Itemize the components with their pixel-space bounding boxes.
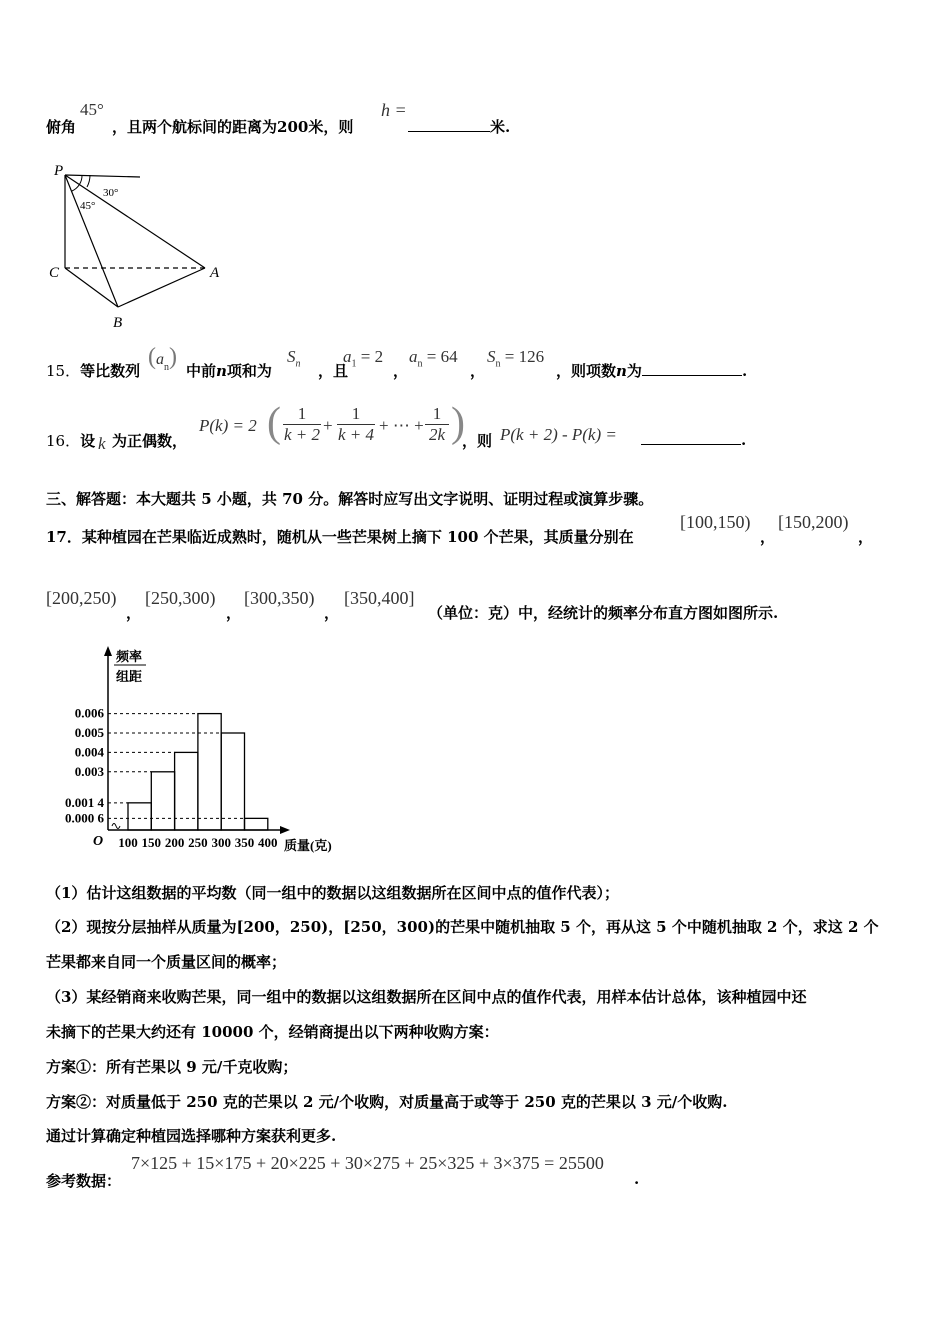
q14-unit: 米. <box>490 118 511 136</box>
q15-Sn <box>487 347 544 369</box>
y-label-bottom: 组距 <box>116 669 143 684</box>
q16-dots: + ⋯ + <box>379 416 424 435</box>
q16-lparen: ( <box>267 400 281 446</box>
q15-t2: 中前 <box>186 362 217 380</box>
q16-plus1: + <box>323 416 333 435</box>
q15-t5: ，则项数 <box>556 362 617 380</box>
q17-interval6: [350,400] <box>344 588 415 608</box>
pa-line <box>65 175 205 268</box>
q16-f1d: k + 2 <box>283 425 321 444</box>
histogram-bar <box>151 772 174 830</box>
q16-t3: ，则 <box>462 432 493 450</box>
q17-comma2: ， <box>858 528 874 546</box>
q17-comma1: ， <box>760 528 776 546</box>
q15-blank <box>642 361 742 376</box>
q14-angle: 45° <box>80 100 104 119</box>
y-tick-label: 0.004 <box>74 744 104 760</box>
label-B: B <box>113 315 123 331</box>
q16-rparen: ) <box>451 400 465 446</box>
histogram-bar <box>245 818 268 830</box>
section-3-heading: 三、解答题：本大题共 5 小题，共 70 分。解答时应写出文字说明、证明过程或演算步骤。 <box>46 490 654 508</box>
label-A: A <box>210 265 220 281</box>
y-label-top: 频率 <box>116 649 143 664</box>
y-tick-label: 0.006 <box>74 705 104 721</box>
q14-text <box>112 116 353 137</box>
q16-f1n: 1 <box>283 404 321 425</box>
q15-seq-sub: n <box>164 361 169 373</box>
q15-n1: n <box>216 362 227 380</box>
label-30deg: 30° <box>103 187 119 199</box>
q15-t1: 等比数列 <box>80 362 141 380</box>
q17-interval5: [300,350) <box>244 588 315 608</box>
q15-comma1: ， <box>393 362 409 380</box>
q17-comma3: ， <box>126 604 142 622</box>
q15-t4: ，且 <box>318 362 349 380</box>
q16-f2n: 1 <box>337 404 375 425</box>
q16-f3d: 2k <box>428 425 446 444</box>
q15-an <box>409 347 458 369</box>
q15-an-val: = 64 <box>426 347 458 366</box>
q15-S-letter: S <box>287 347 296 366</box>
y-tick-label: 0.005 <box>74 725 104 740</box>
x-tick-label: 250 <box>188 835 208 850</box>
label-C: C <box>49 265 60 281</box>
y-tick-label: 0.000 6 <box>65 810 104 826</box>
q17-interval1: [100,150) <box>680 512 751 532</box>
q15-seq: a <box>156 351 164 368</box>
q16-frac1 <box>283 404 321 445</box>
histogram-bar <box>221 733 244 830</box>
q15-a1-letter: a <box>343 347 352 366</box>
q15-Sn-sub: n <box>495 358 501 370</box>
q16-f2d: k + 4 <box>337 425 375 444</box>
q15-S-sub: n <box>295 358 301 370</box>
q15-num <box>46 360 140 381</box>
q17-part3-line2: 未摘下的芒果大约还有 10000 个，经销商提出以下两种收购方案： <box>46 1023 499 1041</box>
q15-t3: 项和为 <box>226 362 272 380</box>
q17-interval3: [200,250) <box>46 588 117 608</box>
q17-interval2: [150,200) <box>778 512 849 532</box>
q16-end: . <box>741 431 747 449</box>
ba-line <box>118 268 205 307</box>
q16-P-def: P(k) = 2 <box>199 416 257 435</box>
q14-h: h = <box>381 100 407 120</box>
q15-a1-sub: 1 <box>351 358 357 370</box>
q17-decide: 通过计算确定种植园选择哪种方案获利更多. <box>46 1127 337 1145</box>
q16-blank <box>641 430 741 445</box>
axis-break-mark <box>112 824 120 829</box>
q14-answer <box>408 116 510 137</box>
q16-number: 16． <box>46 432 81 450</box>
q14-mid: ，且两个航标间的距离为 <box>112 118 278 136</box>
q17-line1: 17．某种植园在芒果临近成熟时，随机从一些芒果树上摘下 100 个芒果，其质量分别在 <box>46 528 634 546</box>
angle-arc-30 <box>87 175 90 187</box>
q17-ref-formula: 7×125 + 15×175 + 20×225 + 30×275 + 25×325 + 3×375 = 25500 <box>131 1153 604 1173</box>
x-axis-arrow <box>280 826 290 834</box>
x-tick-label: 150 <box>141 835 162 850</box>
y-axis-arrow <box>104 646 112 656</box>
q16-num <box>46 430 95 451</box>
q17-ref-end: . <box>634 1170 640 1188</box>
y-tick-label: 0.003 <box>74 763 104 779</box>
q15-n2: n <box>616 362 627 380</box>
q15-number: 15． <box>46 362 81 380</box>
q16-expr: P(k + 2) - P(k) = <box>500 425 617 444</box>
q17-plan1: 方案①：所有芒果以 9 元/千克收购； <box>46 1058 298 1076</box>
q16-t2: 为正偶数， <box>112 432 188 450</box>
q15-text5 <box>556 360 747 381</box>
q14-figure <box>40 155 240 335</box>
origin-label: O <box>93 834 104 849</box>
q15-S <box>287 347 301 369</box>
q17-comma5: ， <box>324 604 340 622</box>
q17-part2-line2: 芒果都来自同一个质量区间的概率； <box>46 953 287 971</box>
q15-Sn-val: = 126 <box>504 347 545 366</box>
q14-dist: 200 <box>277 118 309 136</box>
q17-part1: （1）估计这组数据的平均数（同一组中的数据以这组数据所在区间中点的值作代表）； <box>46 884 619 902</box>
q15-Sn-letter: S <box>487 347 496 366</box>
q15-text2 <box>186 360 272 381</box>
q17-part2-line1: （2）现按分层抽样从质量为[200，250)，[250，300)的芒果中随机抽取 5 个，再从这 5 个中随机抽取 2 个，求这 2 个 <box>46 918 879 936</box>
q17-tail: （单位：克）中，经统计的频率分布直方图如图所示. <box>428 604 779 622</box>
q14-mid2: 米，则 <box>308 118 354 136</box>
q16-answer <box>641 430 746 449</box>
q17-part3-line1: （3）某经销商来收购芒果，同一组中的数据以这组数据所在区间中点的值作代表，用样本估计总体，该种植园中还 <box>46 988 807 1006</box>
q15-end: . <box>741 362 748 380</box>
label-P: P <box>54 163 64 179</box>
q15-comma2: ， <box>470 362 486 380</box>
q16-frac3 <box>425 404 449 445</box>
frequency-histogram <box>40 640 360 865</box>
q16-k: k <box>98 434 106 453</box>
horizontal-ray <box>65 175 140 177</box>
q14-line <box>46 116 76 137</box>
x-tick-label: 400 <box>258 835 278 850</box>
q15-seq-brace: $(a_n)$ <box>148 344 177 373</box>
q16-f3n: 1 <box>425 404 449 425</box>
histogram-bar <box>198 714 221 830</box>
label-45deg: 45° <box>80 200 96 212</box>
q16-frac2 <box>337 404 375 445</box>
q14-blank <box>408 117 490 132</box>
q16-t1: 设 <box>80 432 96 450</box>
x-tick-label: 350 <box>234 835 255 850</box>
q15-an-letter: a <box>409 347 418 366</box>
histogram-bar <box>128 803 151 830</box>
q15-t6: 为 <box>626 362 642 380</box>
x-tick-label: 200 <box>164 835 185 850</box>
x-tick-label: 300 <box>211 835 231 850</box>
x-tick-label: 100 <box>118 835 138 850</box>
q17-comma4: ， <box>226 604 242 622</box>
q14-pre: 俯角 <box>46 118 77 136</box>
q15-an-sub: n <box>417 358 423 370</box>
y-tick-label: 0.001 4 <box>65 794 104 810</box>
q15-a1 <box>343 347 383 369</box>
q17-ref-label: 参考数据： <box>46 1172 122 1190</box>
x-axis-label: 质量(克) <box>284 838 332 853</box>
q15-a1-val: = 2 <box>360 347 384 366</box>
q17-interval4: [250,300) <box>145 588 216 608</box>
q17-plan2: 方案②：对质量低于 250 克的芒果以 2 元/个收购，对质量高于或等于 250 克的芒果以 3 元/个收购. <box>46 1093 728 1111</box>
